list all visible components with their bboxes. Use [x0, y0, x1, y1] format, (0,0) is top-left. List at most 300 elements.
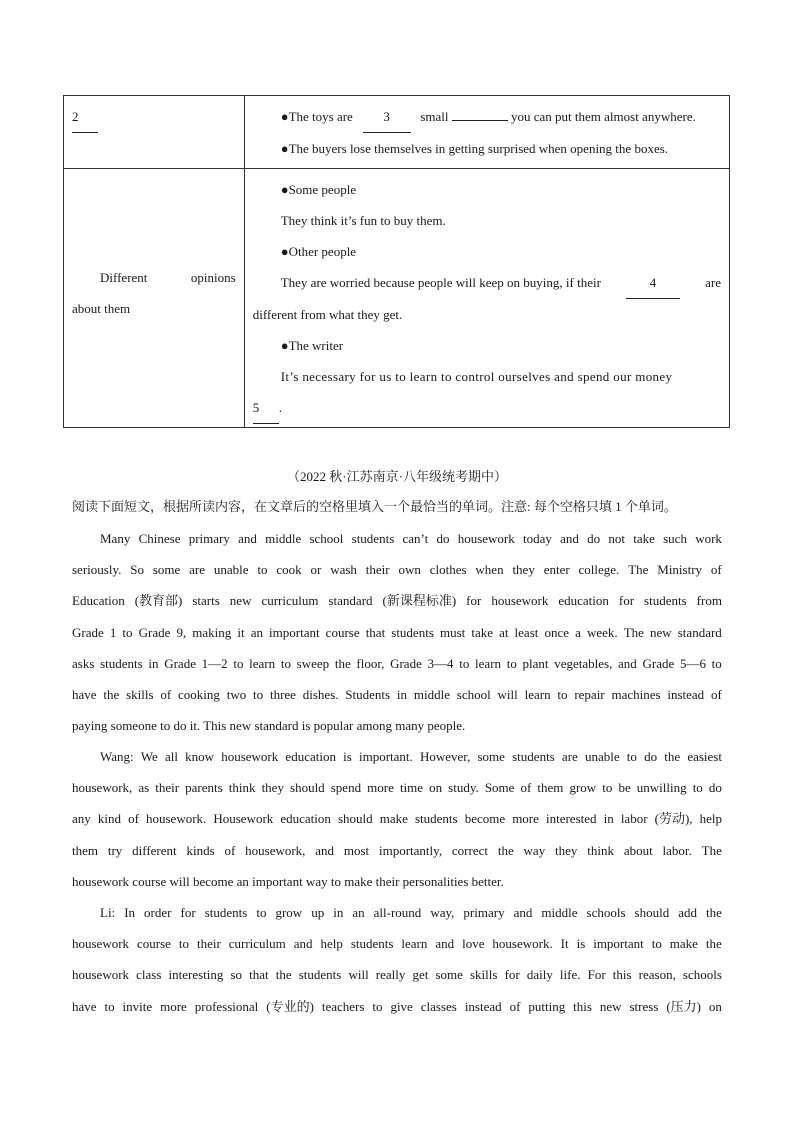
word: Grade: [642, 655, 675, 671]
word: try: [107, 842, 123, 858]
word: vegetables,: [554, 655, 613, 671]
word: Grade: [164, 655, 196, 671]
word: new: [599, 998, 622, 1014]
word: students: [350, 936, 394, 952]
word: 1: [109, 624, 117, 640]
word: Housework: [213, 811, 274, 827]
word: spend: [330, 780, 362, 796]
word: correct: [451, 842, 488, 858]
word: two: [226, 687, 247, 703]
word: important: [269, 624, 320, 640]
word: (专业的): [266, 998, 314, 1014]
writer-line1: It’s necessary for us to learn to control ourselves and spend our money: [280, 369, 673, 384]
word: them: [537, 780, 564, 796]
word: learn: [524, 687, 551, 703]
word: cook: [276, 562, 302, 578]
word: reason,: [638, 967, 676, 983]
word: from: [696, 593, 722, 609]
word: course: [325, 624, 360, 640]
word: learn: [249, 655, 276, 671]
word: of: [711, 687, 722, 703]
word: Grade: [390, 655, 422, 671]
word: are: [189, 562, 205, 578]
word: stress: [629, 998, 659, 1014]
blank-4: 4: [626, 267, 680, 299]
word: housework: [457, 531, 515, 546]
word: week.: [586, 624, 618, 640]
word: students: [391, 624, 434, 640]
word: asks: [72, 655, 95, 671]
word: to: [256, 905, 267, 920]
table-row: [64, 169, 730, 428]
word: important: [593, 936, 644, 952]
word: teachers: [321, 998, 365, 1014]
word: an: [250, 624, 263, 640]
word: once: [544, 624, 569, 640]
word: and: [560, 531, 579, 546]
word: curriculum: [228, 936, 286, 952]
word: invite: [122, 998, 153, 1014]
word: to: [372, 998, 383, 1014]
word: at: [499, 624, 509, 640]
word: make: [379, 811, 408, 827]
word: is: [576, 936, 586, 952]
instructions: 阅读下面短文，根据所读内容，在文章后的空格里填入一个最恰当的单词。注意: 每个空格只填 1 个单词。: [72, 499, 677, 514]
word: education: [285, 749, 336, 764]
word: least: [514, 624, 539, 640]
word: middle: [413, 687, 450, 703]
word: and: [293, 936, 313, 952]
word: In: [124, 905, 136, 920]
word: Many: [100, 531, 131, 546]
word: standard: [328, 593, 373, 609]
word: class: [136, 967, 162, 983]
word: of: [160, 687, 172, 703]
word: housework: [491, 593, 549, 609]
word: to: [651, 936, 662, 952]
word: own: [398, 562, 421, 578]
word: importantly,: [379, 842, 443, 858]
word: for: [180, 905, 196, 920]
word: get: [412, 967, 429, 983]
word: schools: [682, 967, 722, 983]
bullet-toys: ●The toys are 3 small you can put them almost anywhere.: [281, 101, 721, 133]
word: and: [618, 655, 637, 671]
paragraph-line: [72, 959, 722, 990]
paragraph-line: [72, 928, 722, 959]
word: (新课程标准): [382, 593, 457, 609]
word: 1—2: [201, 655, 228, 671]
word: Chinese: [138, 531, 181, 546]
word: learn: [475, 655, 502, 671]
word: However,: [419, 749, 471, 764]
word: this: [612, 967, 632, 983]
word: any: [72, 811, 91, 827]
word: and: [513, 905, 533, 920]
word: school: [456, 687, 491, 703]
word: take: [633, 531, 655, 546]
word: students: [414, 811, 458, 827]
word: an: [352, 905, 365, 920]
word: love: [462, 936, 485, 952]
paragraph-line: paying someone to do it. This new standard is popular among many people.: [72, 718, 466, 734]
word: standard: [677, 624, 722, 640]
row-content-cell: [244, 96, 729, 169]
word: wash: [330, 562, 357, 578]
word: think: [587, 842, 614, 858]
word: to: [557, 687, 568, 703]
word: housework: [72, 967, 130, 983]
word: their: [196, 936, 221, 952]
word: unable: [213, 562, 249, 578]
word: this: [573, 998, 592, 1014]
word: and: [238, 531, 257, 546]
word: to: [178, 936, 190, 952]
word: students: [351, 531, 395, 546]
word: (压力): [666, 998, 701, 1014]
word: do: [708, 780, 722, 796]
word: study.: [448, 780, 479, 796]
word: is: [343, 749, 352, 764]
word: skills: [126, 687, 154, 703]
word: they: [261, 780, 284, 796]
word: the: [103, 687, 120, 703]
word: not: [608, 531, 625, 546]
word: middle: [265, 531, 302, 546]
word: that: [249, 967, 269, 983]
word: 3—4: [427, 655, 454, 671]
word: of: [509, 998, 521, 1014]
word: 9,: [176, 624, 187, 640]
word: them: [72, 842, 98, 858]
word: Ministry: [657, 562, 703, 578]
some-people-text: They think it’s fun to buy them.: [280, 213, 446, 228]
word: help: [320, 936, 343, 952]
word: repair: [574, 687, 605, 703]
word: order: [144, 905, 172, 920]
word: kinds: [186, 842, 215, 858]
word: learn: [401, 936, 428, 952]
paragraph-line: [72, 772, 722, 803]
word: they: [512, 562, 535, 578]
word: students: [100, 655, 143, 671]
word: will: [348, 967, 369, 983]
word: putting: [528, 998, 566, 1014]
word: in: [396, 687, 408, 703]
word: become: [464, 811, 506, 827]
word: in: [333, 905, 344, 920]
word: For: [587, 967, 606, 983]
word: to: [104, 998, 115, 1014]
word: curriculum: [261, 593, 319, 609]
word: Education: [72, 593, 125, 609]
word: help: [699, 811, 722, 827]
writer-line2: 5 .: [253, 392, 721, 424]
word: to: [253, 687, 264, 703]
word: students: [644, 593, 687, 609]
word: dishes.: [302, 687, 339, 703]
word: of: [520, 780, 532, 796]
word: course: [137, 936, 171, 952]
word: different: [132, 842, 177, 858]
word: labor.: [662, 842, 692, 858]
word: way,: [430, 905, 455, 920]
word: about: [623, 842, 653, 858]
word: We: [140, 749, 158, 764]
word: starts: [192, 593, 220, 609]
word: add: [678, 905, 697, 920]
paragraph-3: [72, 897, 722, 1022]
paragraph-line: [72, 897, 722, 928]
paragraph-2: [72, 741, 722, 897]
summary-table: [63, 95, 730, 428]
word: (劳动),: [654, 811, 693, 827]
word: make: [669, 936, 698, 952]
bullet-some-people: ●Some people: [280, 182, 357, 197]
word: parents: [185, 780, 223, 796]
word: machines: [611, 687, 661, 703]
paragraph-line: [72, 803, 722, 834]
word: more: [512, 811, 539, 827]
blank-unnumbered: [452, 120, 508, 121]
word: education: [558, 593, 609, 609]
word: Grade: [138, 624, 171, 640]
row-content-cell: [244, 169, 729, 428]
word: should: [338, 811, 373, 827]
word: of: [710, 562, 722, 578]
word: primary: [188, 531, 230, 546]
word: Grade: [72, 624, 104, 640]
word: such: [663, 531, 687, 546]
word: for: [618, 593, 635, 609]
word: The: [628, 562, 649, 578]
word: instead: [667, 687, 705, 703]
paragraph-line: [72, 554, 722, 585]
word: their: [365, 562, 390, 578]
word: grow: [275, 905, 303, 920]
row-label-cell: Different opinions about them: [64, 169, 245, 428]
word: their: [155, 780, 180, 796]
word: school: [309, 531, 344, 546]
word: the: [497, 842, 514, 858]
other-people-line2: different from what they get.: [252, 307, 403, 322]
word: to: [626, 749, 637, 764]
paragraph-line: [72, 585, 722, 616]
word: middle: [541, 905, 578, 920]
word: of: [224, 842, 236, 858]
word: today: [523, 531, 552, 546]
word: labor: [620, 811, 648, 827]
word: classes: [420, 998, 457, 1014]
word: they: [555, 842, 578, 858]
word: housework: [221, 749, 279, 764]
word: sweep: [296, 655, 330, 671]
word: enter: [543, 562, 570, 578]
word: will: [497, 687, 518, 703]
word: in: [603, 811, 614, 827]
word: to: [233, 655, 244, 671]
word: Students: [345, 687, 391, 703]
word: think: [228, 780, 256, 796]
word: housework.: [492, 936, 553, 952]
word: Li:: [100, 905, 116, 920]
word: cooking: [178, 687, 220, 703]
word: college.: [578, 562, 620, 578]
word: So: [130, 562, 144, 578]
word: the: [664, 749, 681, 764]
word: it: [237, 624, 245, 640]
word: seriously.: [72, 562, 122, 578]
word: schools: [586, 905, 626, 920]
word: time: [399, 780, 424, 796]
word: all-round: [373, 905, 422, 920]
word: Some: [484, 780, 515, 796]
word: the: [275, 967, 292, 983]
word: to: [280, 655, 291, 671]
word: making: [192, 624, 232, 640]
word: really: [375, 967, 406, 983]
word: on: [708, 998, 722, 1014]
paragraph-line: [72, 617, 722, 648]
word: housework.: [145, 811, 207, 827]
word: the: [705, 936, 722, 952]
other-people-line1: They are worried because people will keep on buying, if their 4 are: [253, 267, 721, 299]
blank-5: 5: [253, 392, 279, 424]
paragraph-line: [72, 991, 722, 1022]
word: of: [128, 811, 139, 827]
word: so: [230, 967, 243, 983]
word: to: [506, 655, 517, 671]
paragraph-line: [72, 741, 722, 772]
word: new: [229, 593, 252, 609]
word: unable: [584, 749, 620, 764]
word: to: [711, 655, 722, 671]
word: Wang:: [100, 749, 134, 764]
word: some: [477, 749, 505, 764]
word: to: [257, 562, 268, 578]
word: and: [315, 842, 335, 858]
word: housework,: [245, 842, 306, 858]
word: should: [634, 905, 670, 920]
row-label-cell: [64, 96, 245, 169]
word: to: [459, 655, 470, 671]
word: to: [602, 780, 613, 796]
word: must: [439, 624, 466, 640]
word: some: [152, 562, 181, 578]
word: as: [138, 780, 150, 796]
word: skills: [470, 967, 498, 983]
word: interested: [545, 811, 597, 827]
word: housework,: [72, 780, 133, 796]
word: students: [512, 749, 555, 764]
bullet-buyers: ●The buyers lose themselves in getting surprised when opening the boxes.: [280, 141, 669, 156]
word: important.: [358, 749, 413, 764]
word: for: [466, 593, 482, 609]
word: education: [280, 811, 331, 827]
word: interesting: [168, 967, 224, 983]
word: daily: [526, 967, 553, 983]
word: 5—6: [679, 655, 706, 671]
word: that: [365, 624, 386, 640]
word: floor,: [356, 655, 385, 671]
word: can’t: [402, 531, 429, 546]
word: all: [164, 749, 178, 764]
blank-2: 2: [72, 101, 98, 133]
word: for: [504, 967, 520, 983]
word: more: [160, 998, 187, 1014]
word: up: [311, 905, 325, 920]
word: way: [523, 842, 546, 858]
blank-3: 3: [363, 101, 411, 133]
word: more: [367, 780, 394, 796]
word: do: [436, 531, 450, 546]
word: grow: [569, 780, 597, 796]
table-row: [64, 96, 730, 169]
word: three: [269, 687, 296, 703]
word: on: [429, 780, 443, 796]
word: should: [290, 780, 325, 796]
source-heading: （2022 秋·江苏南京·八年级统考期中）: [287, 469, 507, 484]
word: and: [435, 936, 455, 952]
word: the: [706, 905, 722, 920]
bullet-other-people: ●Other people: [280, 244, 357, 259]
paragraph-line: [72, 523, 722, 554]
word: The: [623, 624, 644, 640]
word: or: [310, 562, 322, 578]
bullet-writer: ●The writer: [280, 338, 344, 353]
word: students: [204, 905, 248, 920]
word: instead: [464, 998, 502, 1014]
word: most: [343, 842, 370, 858]
word: when: [475, 562, 504, 578]
word: some: [435, 967, 463, 983]
word: plant: [522, 655, 549, 671]
word: It: [560, 936, 569, 952]
word: give: [390, 998, 413, 1014]
word: do: [644, 749, 658, 764]
word: are: [561, 749, 578, 764]
word: a: [575, 624, 581, 640]
word: know: [185, 749, 215, 764]
word: to: [122, 624, 133, 640]
paragraph-1: [72, 523, 722, 741]
word: kind: [97, 811, 121, 827]
word: easiest: [687, 749, 722, 764]
word: professional: [194, 998, 259, 1014]
word: have: [72, 998, 97, 1014]
word: in: [148, 655, 159, 671]
word: have: [72, 687, 97, 703]
word: work: [695, 531, 722, 546]
word: unwilling: [636, 780, 687, 796]
word: the: [334, 655, 351, 671]
word: The: [701, 842, 722, 858]
word: (教育部): [134, 593, 183, 609]
word: housework: [72, 936, 130, 952]
paragraph-line: [72, 835, 722, 866]
word: new: [650, 624, 672, 640]
word: to: [692, 780, 703, 796]
word: students: [298, 967, 342, 983]
word: do: [587, 531, 601, 546]
word: clothes: [429, 562, 467, 578]
word: life.: [559, 967, 581, 983]
paragraph-line: [72, 679, 722, 710]
paragraph-line: housework course will become an important way to make their personalities better.: [72, 873, 504, 889]
word: primary: [463, 905, 505, 920]
word: be: [618, 780, 631, 796]
paragraph-line: [72, 648, 722, 679]
